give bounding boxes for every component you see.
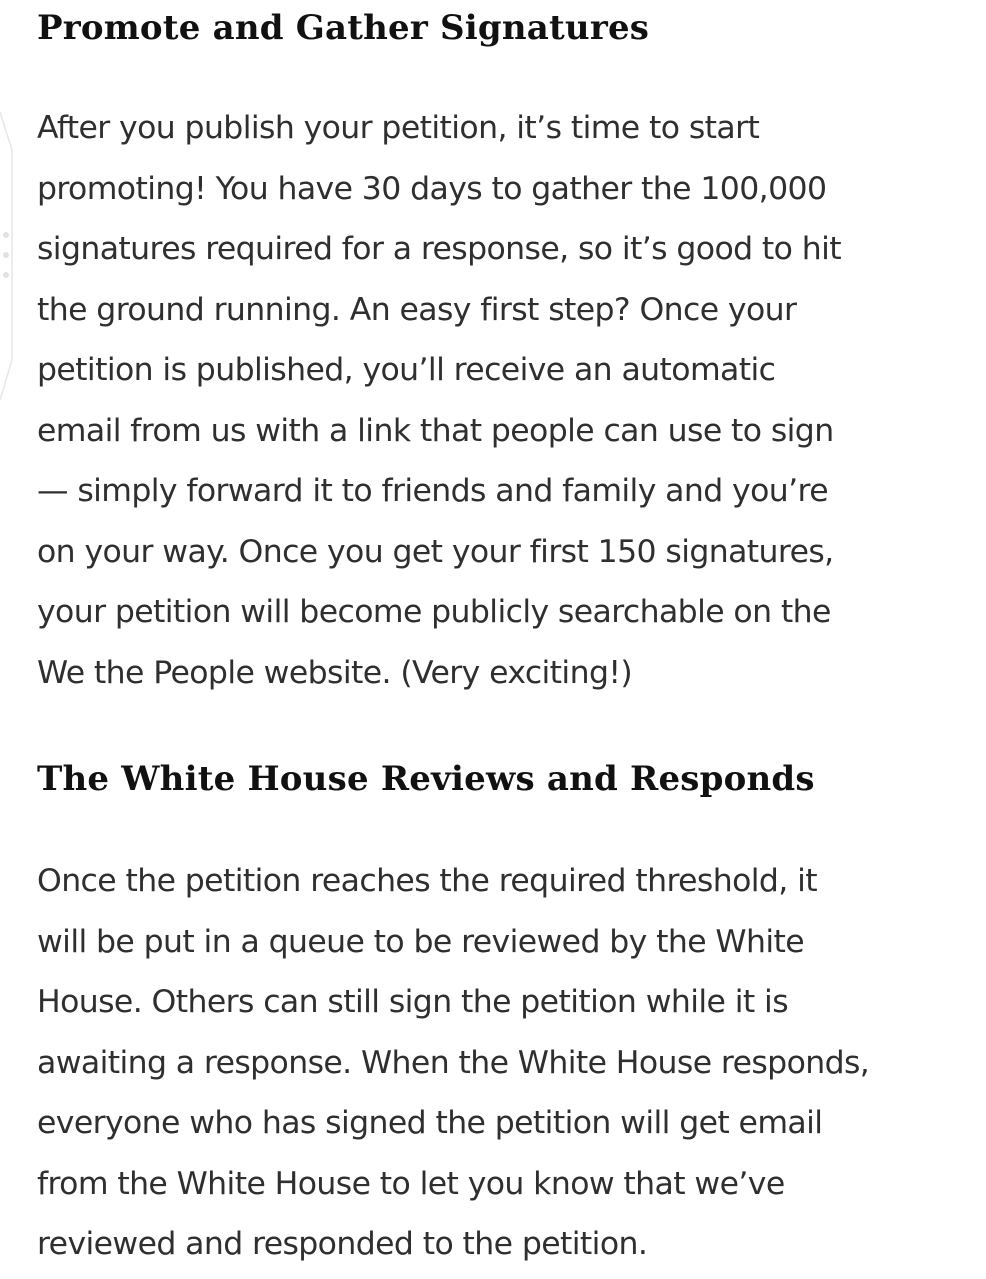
- paragraph-line: House. Others can still sign the petition while it is: [37, 984, 789, 1020]
- paragraph-line: email from us with a link that people can use to sign: [37, 412, 834, 449]
- paragraph-line: on your way. Once you get your first 150 signatures,: [37, 533, 834, 570]
- paragraph-line: awaiting a response. When the White House responds,: [37, 1044, 870, 1081]
- paragraph-line: promoting! You have 30 days to gather the 100,000: [37, 170, 827, 207]
- section-heading-promote: Promote and Gather Signatures: [37, 8, 650, 48]
- paragraph-line: everyone who has signed the petition will get email: [37, 1105, 823, 1141]
- paragraph-line: your petition will become publicly searchable on the: [37, 594, 831, 630]
- paragraph-line: — simply forward it to friends and family and you’re: [37, 473, 828, 509]
- edge-dot-2: [3, 252, 9, 258]
- paragraph-line: petition is published, you’ll receive an automatic: [37, 352, 776, 388]
- paragraph-line: from the White House to let you know that we’ve: [37, 1165, 785, 1202]
- edge-dot-1: [3, 232, 9, 238]
- section-heading-review: The White House Reviews and Responds: [37, 759, 815, 799]
- paragraph-line: will be put in a queue to be reviewed by the White: [37, 923, 805, 960]
- paragraph-line: Once the petition reaches the required threshold, it: [37, 863, 818, 899]
- section-paragraph-promote: [37, 98, 841, 703]
- paragraph-line: reviewed and responded to the petition.: [37, 1226, 648, 1262]
- paragraph-line: the ground running. An easy first step? Once your: [37, 291, 797, 328]
- page-edge-decoration: [0, 110, 22, 410]
- paragraph-line: After you publish your petition, it’s time to start: [37, 110, 760, 146]
- section-paragraph-review: [37, 851, 869, 1275]
- paragraph-line: We the People website. (Very exciting!): [37, 654, 633, 691]
- edge-dot-3: [3, 272, 9, 278]
- paragraph-line: signatures required for a response, so it’s good to hit: [37, 231, 842, 267]
